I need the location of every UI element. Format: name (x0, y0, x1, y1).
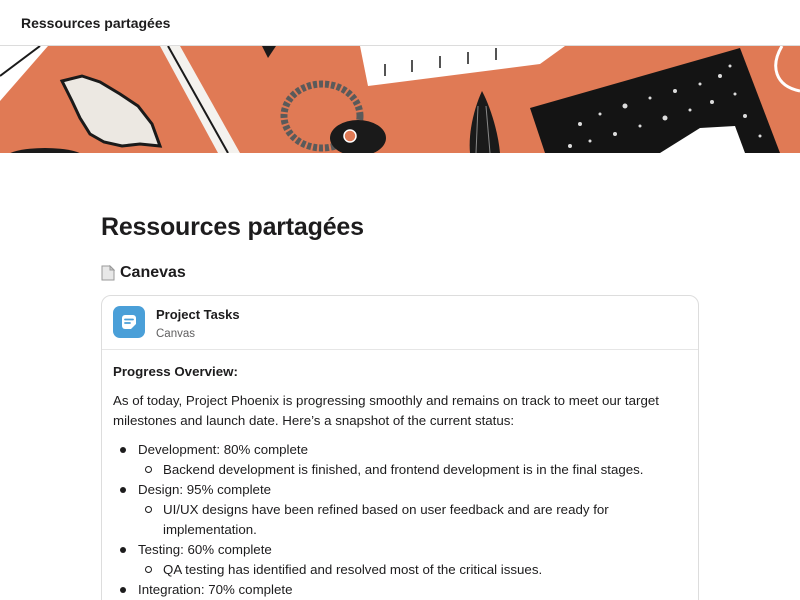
progress-intro: As of today, Project Phoenix is progressing smoothly and remains on track to meet our target milestones and launch date. Here’s a snapshot of the current status: (113, 393, 659, 428)
list-item-label: Integration: 70% complete (138, 582, 293, 597)
section-label: Canevas (120, 264, 186, 281)
list-item-label: Design: 95% complete (138, 482, 272, 497)
canvas-body (102, 350, 698, 600)
list-item (113, 480, 687, 540)
main-content (101, 153, 699, 600)
progress-list (113, 440, 687, 600)
list-item-detail: Backend development is finished, and frontend development is in the final stages. (138, 460, 687, 480)
canvas-title[interactable]: Project Tasks (156, 307, 240, 322)
canvas-card[interactable] (101, 295, 699, 600)
document-icon (101, 265, 115, 281)
banner-image (0, 46, 800, 153)
list-item-label: Development: 80% complete (138, 442, 308, 457)
list-item-label: Testing: 60% complete (138, 542, 272, 557)
list-item-detail: QA testing has identified and resolved most of the critical issues. (138, 560, 687, 580)
canvas-icon (113, 306, 145, 338)
list-item (113, 540, 687, 580)
canvas-card-header[interactable] (102, 296, 698, 350)
list-item (113, 440, 687, 480)
top-bar (0, 0, 800, 46)
channel-title: Ressources partagées (21, 14, 171, 31)
progress-heading: Progress Overview: (113, 364, 238, 379)
section-heading-canevas (101, 264, 699, 282)
list-item-detail: UI/UX designs have been refined based on user feedback and are ready for implementation. (138, 500, 687, 540)
page-title: Ressources partagées (101, 213, 364, 241)
canvas-type: Canvas (156, 328, 195, 340)
collage-illustration (0, 46, 800, 153)
list-item (113, 580, 687, 600)
